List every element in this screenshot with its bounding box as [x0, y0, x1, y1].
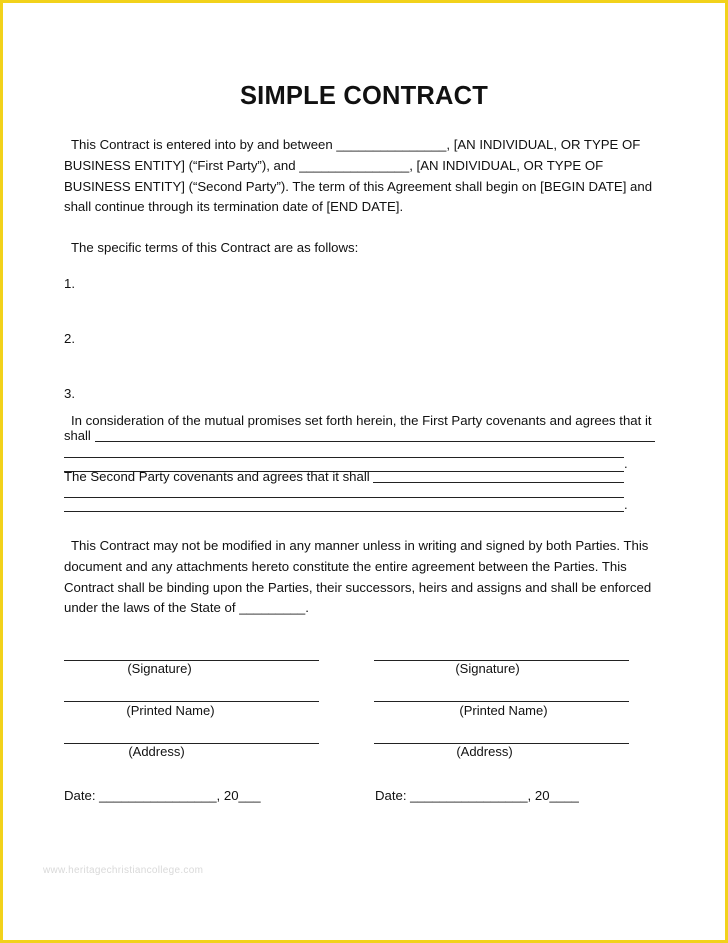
term-number-3: 3. — [64, 386, 75, 401]
first-party-blank-line — [64, 457, 624, 458]
period-1: . — [624, 456, 628, 471]
intro-line: shall continue through its termination date of [END DATE]. — [64, 199, 404, 215]
right-printed-name-line — [374, 701, 629, 702]
right-signature-label: (Signature) — [455, 661, 520, 676]
first-party-blank-line — [95, 441, 655, 442]
intro-line: BUSINESS ENTITY] (“Second Party”). The term of this Agreement shall begin on [BEGIN DATE] and — [64, 178, 653, 194]
left-date: Date: ________________, 20___ — [64, 788, 261, 803]
closing-paragraph — [64, 536, 651, 619]
right-address-label: (Address) — [456, 744, 513, 759]
right-date: Date: ________________, 20____ — [375, 788, 579, 803]
second-party-blank-line — [64, 497, 624, 498]
second-party-blank-line — [373, 482, 624, 483]
period-2: . — [624, 497, 628, 512]
intro-paragraph — [64, 135, 652, 218]
consideration-line: In consideration of the mutual promises set forth herein, the First Party covenants and agrees that it — [71, 413, 652, 428]
closing-line: document and any attachments hereto constitute the entire agreement between the Parties. This — [64, 558, 627, 574]
watermark: www.heritagechristiancollege.com — [43, 865, 204, 876]
shall-label: shall — [64, 428, 91, 443]
left-signature-label: (Signature) — [127, 661, 192, 676]
closing-line: under the laws of the State of _________. — [64, 600, 309, 616]
terms-intro: The specific terms of this Contract are as follows: — [71, 240, 359, 255]
closing-line: This Contract may not be modified in any manner unless in writing and signed by both Parties. This — [71, 538, 649, 553]
left-printed-name-line — [64, 701, 319, 702]
term-number-2: 2. — [64, 331, 75, 346]
term-number-1: 1. — [64, 276, 75, 291]
second-party-blank-line — [64, 511, 624, 512]
left-address-label: (Address) — [128, 744, 185, 759]
intro-line: BUSINESS ENTITY] (“First Party”), and _______________, [AN INDIVIDUAL, OR TYPE OF — [64, 157, 604, 173]
right-printed-name-label: (Printed Name) — [459, 703, 548, 718]
second-party-label: The Second Party covenants and agrees that it shall — [64, 469, 370, 484]
left-printed-name-label: (Printed Name) — [126, 703, 215, 718]
closing-line: Contract shall be binding upon the Parties, their successors, heirs and assigns and shall be enforced — [64, 579, 652, 595]
document-title: SIMPLE CONTRACT — [239, 82, 489, 110]
intro-line: This Contract is entered into by and between _______________, [AN INDIVIDUAL, OR TYPE OF — [71, 137, 641, 152]
